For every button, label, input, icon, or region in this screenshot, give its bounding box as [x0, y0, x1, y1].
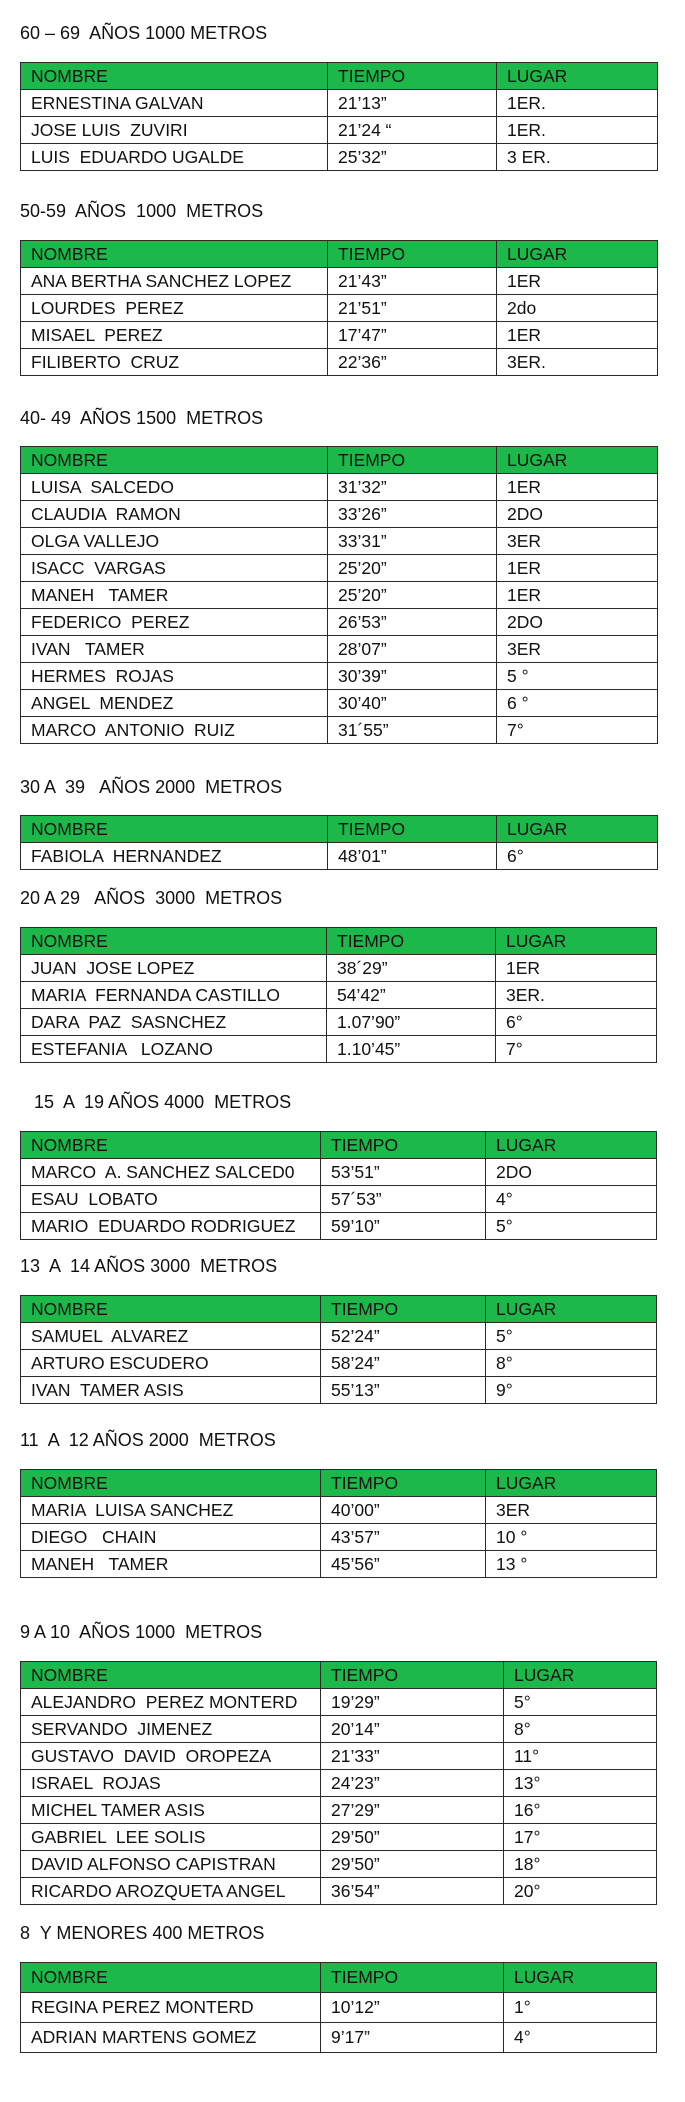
cell-time: 24’23”	[321, 1770, 504, 1797]
table-row	[21, 1878, 657, 1905]
section-title-wrap	[20, 22, 267, 44]
cell-place: 5°	[486, 1323, 657, 1350]
cell-place: 20°	[504, 1878, 657, 1905]
cell-place: 3 ER.	[497, 144, 658, 171]
header-row	[21, 447, 658, 474]
section-title: 11 A 12 AÑOS 2000 METROS	[20, 1430, 276, 1450]
table-row	[21, 1824, 657, 1851]
cell-place: 1ER	[496, 955, 657, 982]
table-row	[21, 117, 658, 144]
column-header-name: NOMBRE	[21, 1296, 321, 1323]
cell-place: 5 °	[497, 663, 658, 690]
header-row	[21, 63, 658, 90]
section-title: 30 A 39 AÑOS 2000 METROS	[20, 777, 283, 797]
table-row	[21, 1036, 657, 1063]
results-table	[20, 815, 658, 870]
cell-name: MANEH TAMER	[21, 582, 328, 609]
cell-place: 3ER.	[496, 982, 657, 1009]
header-row	[21, 816, 658, 843]
section-title-wrap	[20, 200, 263, 222]
cell-place: 4°	[486, 1186, 657, 1213]
cell-place: 1ER	[497, 322, 658, 349]
cell-place: 3ER	[497, 636, 658, 663]
table-row	[21, 1716, 657, 1743]
header-row	[21, 1470, 657, 1497]
cell-place: 4°	[504, 2023, 657, 2053]
cell-name: LUISA SALCEDO	[21, 474, 328, 501]
table-row	[21, 1551, 657, 1578]
cell-time: 26’53”	[328, 609, 497, 636]
cell-time: 10’12”	[321, 1993, 504, 2023]
cell-time: 19’29”	[321, 1689, 504, 1716]
section-title: 13 A 14 AÑOS 3000 METROS	[20, 1256, 278, 1276]
cell-name: GUSTAVO DAVID OROPEZA	[21, 1743, 321, 1770]
cell-time: 28’07”	[328, 636, 497, 663]
cell-time: 29’50”	[321, 1851, 504, 1878]
column-header-name: NOMBRE	[21, 241, 328, 268]
cell-time: 20’14”	[321, 1716, 504, 1743]
cell-place: 5°	[504, 1689, 657, 1716]
cell-time: 30’40”	[328, 690, 497, 717]
cell-name: LOURDES PEREZ	[21, 295, 328, 322]
header-row	[21, 1963, 657, 1993]
cell-time: 33’26”	[328, 501, 497, 528]
table-row	[21, 1797, 657, 1824]
column-header-place: LUGAR	[497, 63, 658, 90]
column-header-place: LUGAR	[496, 928, 657, 955]
section-title-wrap	[20, 1922, 264, 1944]
cell-time: 54’42”	[327, 982, 496, 1009]
section-title-wrap	[20, 1255, 277, 1277]
table-row	[21, 1524, 657, 1551]
cell-name: ISACC VARGAS	[21, 555, 328, 582]
cell-place: 1ER.	[497, 90, 658, 117]
column-header-time: TIEMPO	[328, 816, 497, 843]
cell-name: ESTEFANIA LOZANO	[21, 1036, 327, 1063]
section-title-wrap	[20, 776, 282, 798]
header-row	[21, 241, 658, 268]
column-header-time: TIEMPO	[321, 1470, 486, 1497]
cell-time: 31’32”	[328, 474, 497, 501]
cell-name: MISAEL PEREZ	[21, 322, 328, 349]
table-row	[21, 1186, 657, 1213]
cell-name: REGINA PEREZ MONTERD	[21, 1993, 321, 2023]
cell-place: 5°	[486, 1213, 657, 1240]
column-header-name: NOMBRE	[21, 447, 328, 474]
cell-place: 8°	[486, 1350, 657, 1377]
cell-place: 1ER	[497, 582, 658, 609]
cell-time: 25’20”	[328, 555, 497, 582]
cell-time: 52’24”	[321, 1323, 486, 1350]
cell-place: 7°	[497, 717, 658, 744]
cell-place: 2do	[497, 295, 658, 322]
cell-time: 21’33”	[321, 1743, 504, 1770]
table-row	[21, 1993, 657, 2023]
cell-place: 1°	[504, 1993, 657, 2023]
table-row	[21, 582, 658, 609]
cell-name: MARCO A. SANCHEZ SALCED0	[21, 1159, 321, 1186]
cell-name: DIEGO CHAIN	[21, 1524, 321, 1551]
cell-place: 11°	[504, 1743, 657, 1770]
cell-place: 3ER	[486, 1497, 657, 1524]
cell-time: 22’36”	[328, 349, 497, 376]
cell-name: RICARDO AROZQUETA ANGEL	[21, 1878, 321, 1905]
column-header-place: LUGAR	[497, 447, 658, 474]
column-header-time: TIEMPO	[321, 1132, 486, 1159]
cell-time: 27’29”	[321, 1797, 504, 1824]
section-title: 20 A 29 AÑOS 3000 METROS	[20, 888, 283, 908]
table-row	[21, 717, 658, 744]
column-header-time: TIEMPO	[328, 241, 497, 268]
table-row	[21, 295, 658, 322]
results-table	[20, 1661, 657, 1905]
cell-name: GABRIEL LEE SOLIS	[21, 1824, 321, 1851]
section-title-wrap	[20, 407, 263, 429]
results-table	[20, 1469, 657, 1578]
section-title: 15 A 19 AÑOS 4000 METROS	[34, 1092, 292, 1112]
results-table	[20, 1962, 657, 2053]
cell-place: 6 °	[497, 690, 658, 717]
cell-name: IVAN TAMER	[21, 636, 328, 663]
table-row	[21, 501, 658, 528]
cell-name: HERMES ROJAS	[21, 663, 328, 690]
table-row	[21, 636, 658, 663]
table-row	[21, 690, 658, 717]
column-header-name: NOMBRE	[21, 816, 328, 843]
table-row	[21, 555, 658, 582]
cell-name: MARCO ANTONIO RUIZ	[21, 717, 328, 744]
cell-name: IVAN TAMER ASIS	[21, 1377, 321, 1404]
table-row	[21, 609, 658, 636]
cell-place: 6°	[497, 843, 658, 870]
cell-time: 58’24”	[321, 1350, 486, 1377]
cell-name: ANA BERTHA SANCHEZ LOPEZ	[21, 268, 328, 295]
cell-time: 40’00”	[321, 1497, 486, 1524]
section-title: 60 – 69 AÑOS 1000 METROS	[20, 23, 268, 43]
cell-time: 59’10”	[321, 1213, 486, 1240]
table-row	[21, 1213, 657, 1240]
header-row	[21, 1662, 657, 1689]
cell-place: 1ER	[497, 555, 658, 582]
table-row	[21, 843, 658, 870]
column-header-place: LUGAR	[497, 241, 658, 268]
section-title-wrap	[34, 1091, 291, 1113]
column-header-place: LUGAR	[497, 816, 658, 843]
column-header-name: NOMBRE	[21, 1470, 321, 1497]
cell-time: 25’20”	[328, 582, 497, 609]
column-header-place: LUGAR	[486, 1470, 657, 1497]
results-table	[20, 1295, 657, 1404]
column-header-place: LUGAR	[504, 1963, 657, 1993]
column-header-name: NOMBRE	[21, 1132, 321, 1159]
cell-place: 2DO	[497, 609, 658, 636]
cell-name: CLAUDIA RAMON	[21, 501, 328, 528]
cell-place: 3ER.	[497, 349, 658, 376]
cell-place: 10 °	[486, 1524, 657, 1551]
cell-time: 36’54”	[321, 1878, 504, 1905]
cell-time: 1.07’90”	[327, 1009, 496, 1036]
column-header-place: LUGAR	[504, 1662, 657, 1689]
cell-place: 3ER	[497, 528, 658, 555]
results-table	[20, 446, 658, 744]
table-row	[21, 2023, 657, 2053]
section-title-wrap	[20, 1621, 262, 1643]
header-row	[21, 1132, 657, 1159]
table-row	[21, 982, 657, 1009]
cell-time: 21’13”	[328, 90, 497, 117]
results-table	[20, 240, 658, 376]
cell-name: MARIA LUISA SANCHEZ	[21, 1497, 321, 1524]
cell-name: MARIO EDUARDO RODRIGUEZ	[21, 1213, 321, 1240]
cell-place: 18°	[504, 1851, 657, 1878]
table-row	[21, 90, 658, 117]
table-row	[21, 1851, 657, 1878]
cell-place: 1ER.	[497, 117, 658, 144]
table-row	[21, 1689, 657, 1716]
cell-place: 2DO	[497, 501, 658, 528]
column-header-name: NOMBRE	[21, 1662, 321, 1689]
table-row	[21, 1009, 657, 1036]
column-header-time: TIEMPO	[328, 447, 497, 474]
cell-name: JOSE LUIS ZUVIRI	[21, 117, 328, 144]
header-row	[21, 1296, 657, 1323]
table-row	[21, 1159, 657, 1186]
results-table	[20, 62, 658, 171]
cell-name: DAVID ALFONSO CAPISTRAN	[21, 1851, 321, 1878]
cell-place: 9°	[486, 1377, 657, 1404]
cell-name: SERVANDO JIMENEZ	[21, 1716, 321, 1743]
cell-place: 2DO	[486, 1159, 657, 1186]
section-title: 8 Y MENORES 400 METROS	[20, 1923, 265, 1943]
cell-time: 55’13”	[321, 1377, 486, 1404]
cell-time: 45’56”	[321, 1551, 486, 1578]
cell-name: MANEH TAMER	[21, 1551, 321, 1578]
cell-place: 13 °	[486, 1551, 657, 1578]
column-header-name: NOMBRE	[21, 1963, 321, 1993]
cell-time: 21’51”	[328, 295, 497, 322]
cell-time: 57´53”	[321, 1186, 486, 1213]
cell-time: 38´29”	[327, 955, 496, 982]
cell-time: 30’39”	[328, 663, 497, 690]
cell-name: ARTURO ESCUDERO	[21, 1350, 321, 1377]
section-title: 50-59 AÑOS 1000 METROS	[20, 201, 264, 221]
column-header-time: TIEMPO	[328, 63, 497, 90]
table-row	[21, 1743, 657, 1770]
cell-time: 9’17”	[321, 2023, 504, 2053]
table-row	[21, 663, 658, 690]
cell-name: OLGA VALLEJO	[21, 528, 328, 555]
cell-time: 29’50”	[321, 1824, 504, 1851]
cell-place: 13°	[504, 1770, 657, 1797]
cell-name: ALEJANDRO PEREZ MONTERD	[21, 1689, 321, 1716]
cell-place: 7°	[496, 1036, 657, 1063]
column-header-place: LUGAR	[486, 1132, 657, 1159]
cell-place: 17°	[504, 1824, 657, 1851]
cell-place: 1ER	[497, 268, 658, 295]
cell-place: 1ER	[497, 474, 658, 501]
cell-name: SAMUEL ALVAREZ	[21, 1323, 321, 1350]
table-row	[21, 268, 658, 295]
column-header-time: TIEMPO	[321, 1963, 504, 1993]
cell-time: 1.10’45”	[327, 1036, 496, 1063]
cell-time: 21’43”	[328, 268, 497, 295]
table-row	[21, 1497, 657, 1524]
cell-name: MICHEL TAMER ASIS	[21, 1797, 321, 1824]
table-row	[21, 528, 658, 555]
table-row	[21, 144, 658, 171]
cell-name: JUAN JOSE LOPEZ	[21, 955, 327, 982]
section-title-wrap	[20, 887, 282, 909]
column-header-place: LUGAR	[486, 1296, 657, 1323]
table-row	[21, 955, 657, 982]
cell-name: ESAU LOBATO	[21, 1186, 321, 1213]
cell-time: 31´55”	[328, 717, 497, 744]
cell-place: 6°	[496, 1009, 657, 1036]
cell-name: MARIA FERNANDA CASTILLO	[21, 982, 327, 1009]
column-header-time: TIEMPO	[321, 1296, 486, 1323]
cell-name: ISRAEL ROJAS	[21, 1770, 321, 1797]
cell-time: 43’57”	[321, 1524, 486, 1551]
column-header-time: TIEMPO	[321, 1662, 504, 1689]
table-row	[21, 1350, 657, 1377]
cell-time: 21’24 “	[328, 117, 497, 144]
cell-name: ANGEL MENDEZ	[21, 690, 328, 717]
cell-time: 48’01”	[328, 843, 497, 870]
section-title: 9 A 10 AÑOS 1000 METROS	[20, 1622, 263, 1642]
header-row	[21, 928, 657, 955]
table-row	[21, 474, 658, 501]
cell-time: 17’47”	[328, 322, 497, 349]
section-title: 40- 49 AÑOS 1500 METROS	[20, 408, 264, 428]
cell-name: ERNESTINA GALVAN	[21, 90, 328, 117]
cell-name: LUIS EDUARDO UGALDE	[21, 144, 328, 171]
table-row	[21, 349, 658, 376]
results-table	[20, 927, 657, 1063]
cell-name: FABIOLA HERNANDEZ	[21, 843, 328, 870]
cell-place: 16°	[504, 1797, 657, 1824]
cell-name: FEDERICO PEREZ	[21, 609, 328, 636]
cell-time: 25’32”	[328, 144, 497, 171]
table-row	[21, 1770, 657, 1797]
cell-name: ADRIAN MARTENS GOMEZ	[21, 2023, 321, 2053]
column-header-name: NOMBRE	[21, 63, 328, 90]
table-row	[21, 322, 658, 349]
results-table	[20, 1131, 657, 1240]
cell-time: 33’31”	[328, 528, 497, 555]
table-row	[21, 1377, 657, 1404]
cell-time: 53’51”	[321, 1159, 486, 1186]
cell-name: DARA PAZ SASNCHEZ	[21, 1009, 327, 1036]
cell-place: 8°	[504, 1716, 657, 1743]
section-title-wrap	[20, 1429, 276, 1451]
table-row	[21, 1323, 657, 1350]
column-header-time: TIEMPO	[327, 928, 496, 955]
column-header-name: NOMBRE	[21, 928, 327, 955]
cell-name: FILIBERTO CRUZ	[21, 349, 328, 376]
